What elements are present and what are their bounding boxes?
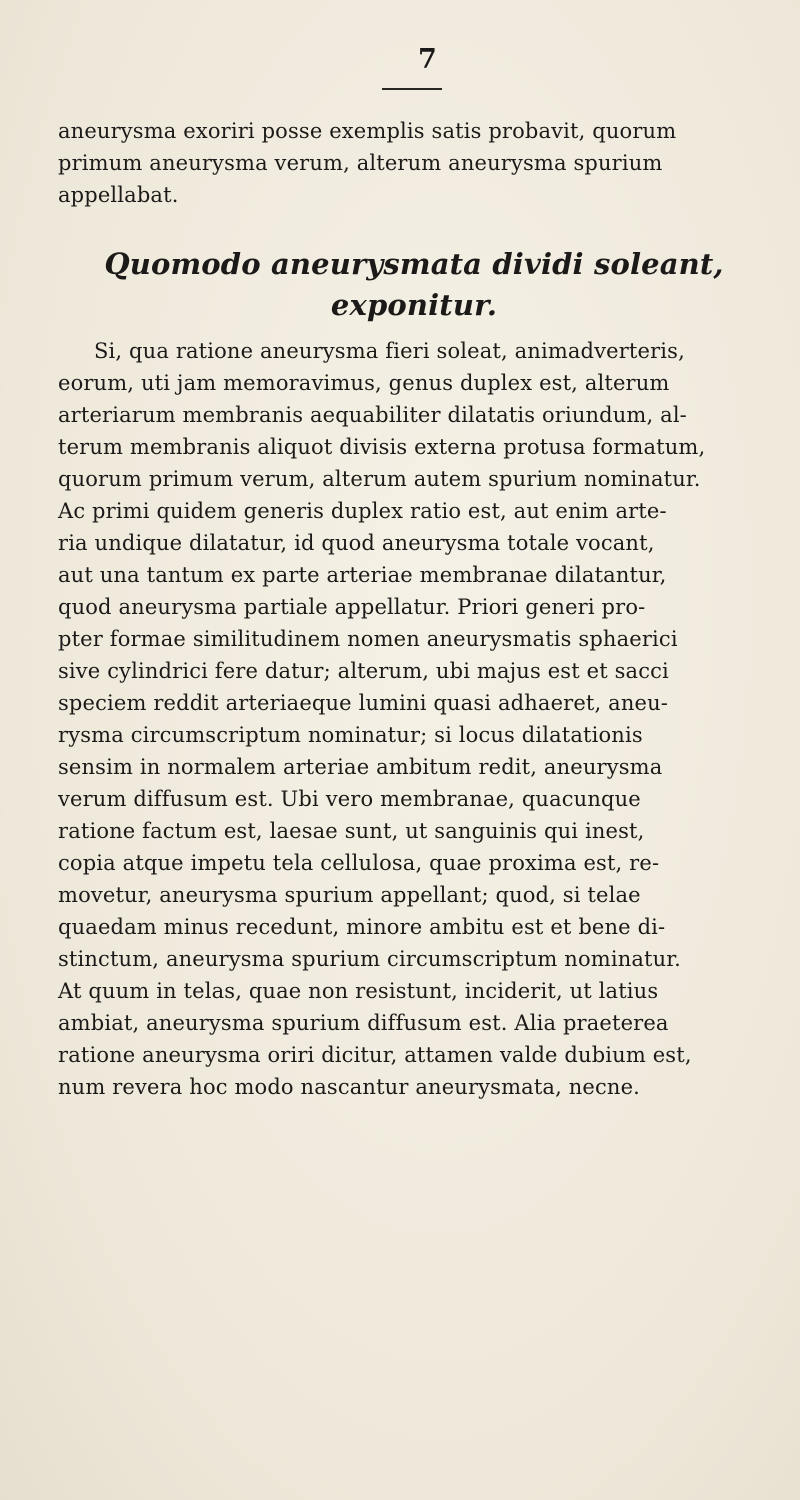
text-line: stinctum, aneurysma spurium circumscriptum nominatur. [58, 947, 682, 971]
text-line: primum aneurysma verum, alterum aneurysma spurium [58, 151, 663, 175]
text-line: ratione aneurysma oriri dicitur, attamen valde dubium est, [58, 1043, 692, 1067]
text-line: copia atque impetu tela cellulosa, quae proxima est, re- [58, 851, 660, 875]
text-line: pter formae similitudinem nomen aneurysmatis sphaerici [58, 627, 678, 651]
text-line: sensim in normalem arteriae ambitum redit, aneurysma [58, 755, 663, 779]
text-line: verum diffusum est. Ubi vero membranae, quacunque [58, 787, 641, 811]
text-line: rysma circumscriptum nominatur; si locus dilatationis [58, 723, 643, 747]
text-line: ratione factum est, laesae sunt, ut sanguinis qui inest, [58, 819, 645, 843]
text-line: quaedam minus recedunt, minore ambitu est et bene di- [58, 915, 666, 939]
paragraph-2 [58, 335, 770, 1103]
page-number-rule [382, 88, 442, 90]
text-line: aneurysma exoriri posse exemplis satis probavit, quorum [58, 119, 677, 143]
text-line: Ac primi quidem generis duplex ratio est, aut enim arte- [58, 499, 667, 523]
text-line: eorum, uti jam memoravimus, genus duplex est, alterum [58, 371, 670, 395]
text-line: At quum in telas, quae non resistunt, inciderit, ut latius [58, 979, 659, 1003]
heading-line: Quomodo aneurysmata dividi soleant, [104, 247, 724, 281]
heading-line: exponitur. [330, 288, 498, 322]
text-line: sive cylindrici fere datur; alterum, ubi majus est et sacci [58, 659, 669, 683]
section-heading [58, 244, 770, 326]
text-line: ambiat, aneurysma spurium diffusum est. Alia praeterea [58, 1011, 669, 1035]
text-line: aut una tantum ex parte arteriae membranae dilatantur, [58, 563, 667, 587]
page-number: 7 [418, 44, 437, 75]
text-line: speciem reddit arteriaeque lumini quasi adhaeret, aneu- [58, 691, 669, 715]
text-line: appellabat. [58, 183, 179, 207]
text-line: arteriarum membranis aequabiliter dilatatis oriundum, al- [58, 403, 687, 427]
text-line: ria undique dilatatur, id quod aneurysma totale vocant, [58, 531, 655, 555]
text-line: terum membranis aliquot divisis externa protusa formatum, [58, 435, 706, 459]
text-line: quod aneurysma partiale appellatur. Priori generi pro- [58, 595, 646, 619]
text-line: Si, qua ratione aneurysma fieri soleat, animadverteris, [94, 339, 685, 363]
text-line: movetur, aneurysma spurium appellant; quod, si telae [58, 883, 641, 907]
text-line: num revera hoc modo nascantur aneurysmata, necne. [58, 1075, 640, 1099]
text-line: quorum primum verum, alterum autem spurium nominatur. [58, 467, 701, 491]
paragraph-1 [58, 115, 770, 211]
